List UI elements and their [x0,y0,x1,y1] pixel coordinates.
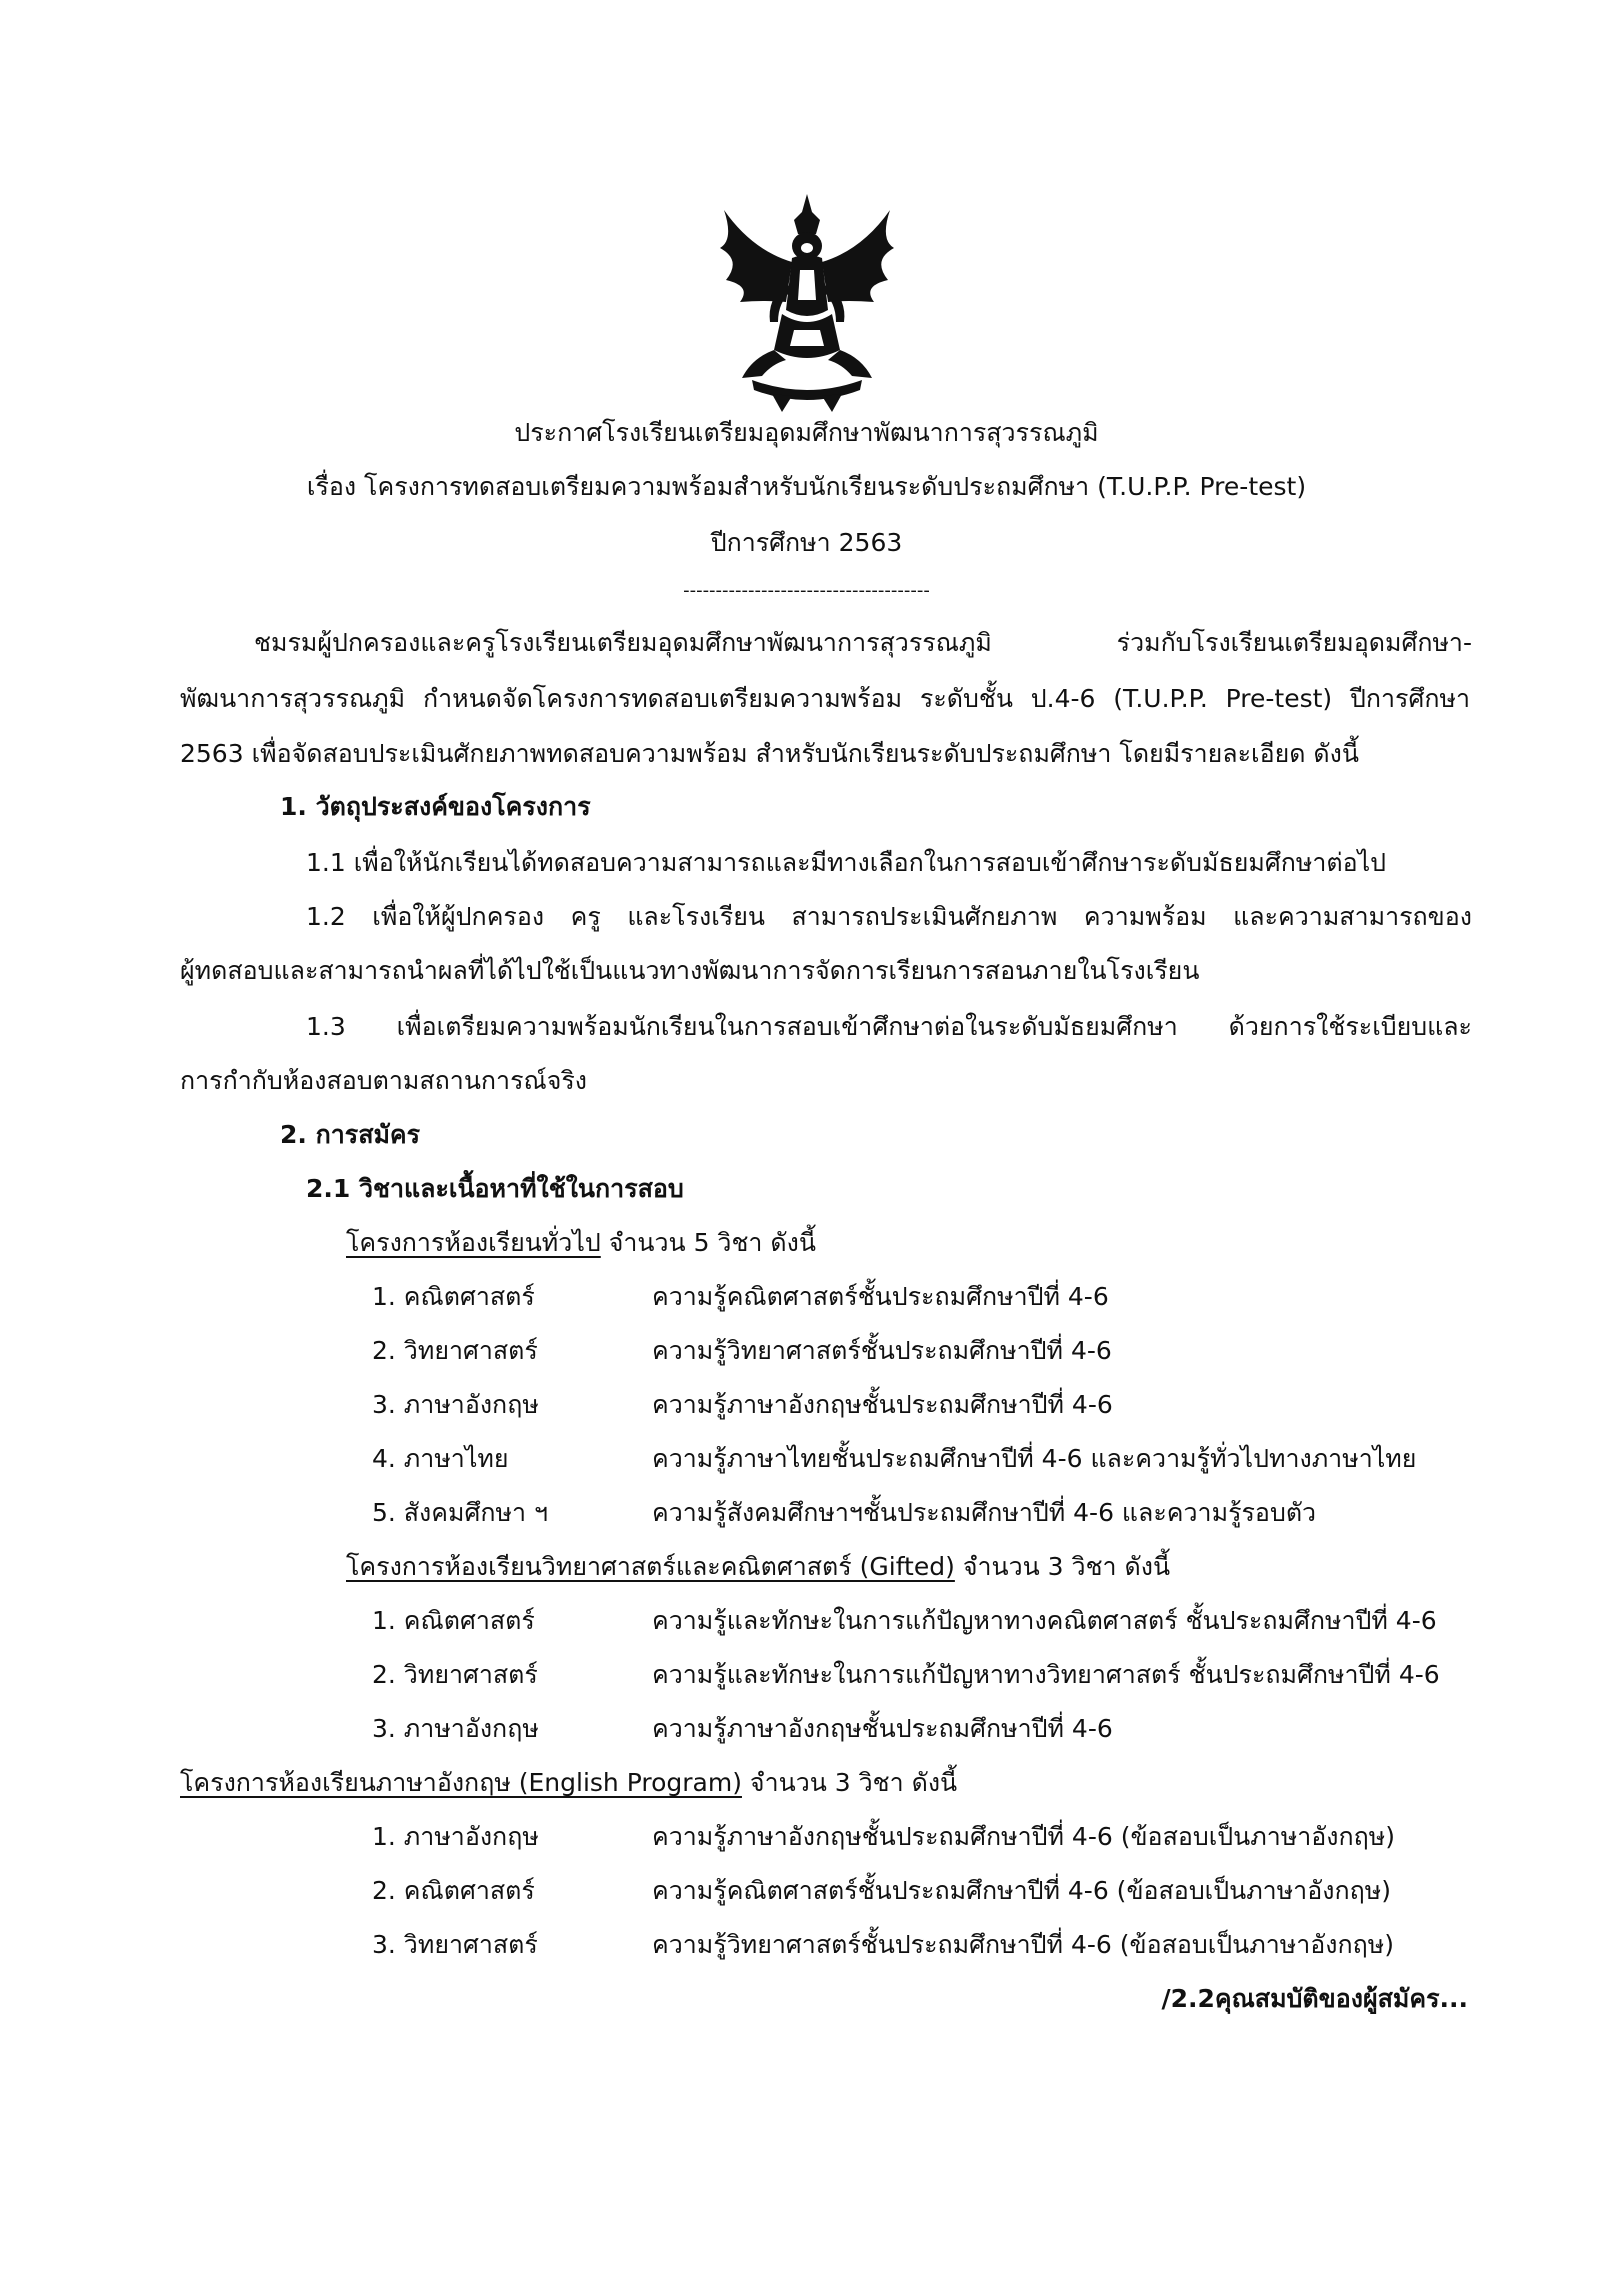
objective-1-2-line-2: ผู้ทดสอบและสามารถนำผลที่ได้ไปใช้เป็นแนวทางพัฒนาการจัดการเรียนการสอนภายในโรงเรียน [180,956,1200,985]
gifted-subject-2: 2. วิทยาศาสตร์ [372,1660,538,1689]
intro-line-1: ชมรมผู้ปกครองและครูโรงเรียนเตรียมอุดมศึกษาพัฒนาการสุวรรณภูมิ ร่วมกับโรงเรียนเตรียมอุดมศึกษา- [254,628,1472,657]
english-content-1: ความรู้ภาษาอังกฤษชั้นประถมศึกษาปีที่ 4-6 (ข้อสอบเป็นภาษาอังกฤษ) [652,1822,1395,1851]
english-subject-3: 3. วิทยาศาสตร์ [372,1930,538,1959]
program-english-heading [180,1766,957,1800]
divider: -------------------------------------- [683,580,930,601]
english-content-3: ความรู้วิทยาศาสตร์ชั้นประถมศึกษาปีที่ 4-6 (ข้อสอบเป็นภาษาอังกฤษ) [652,1930,1395,1959]
program-gifted-name: โครงการห้องเรียนวิทยาศาสตร์และคณิตศาสตร์ (Gifted) [346,1552,955,1581]
general-content-5: ความรู้สังคมศึกษาฯชั้นประถมศึกษาปีที่ 4-6 และความรู้รอบตัว [652,1498,1317,1527]
announcement-title: ประกาศโรงเรียนเตรียมอุดมศึกษาพัฒนาการสุวรรณภูมิ [514,418,1099,447]
program-gifted-heading [346,1550,1170,1584]
general-subject-4: 4. ภาษาไทย [372,1444,509,1473]
gifted-content-1: ความรู้และทักษะในการแก้ปัญหาทางคณิตศาสตร์ ชั้นประถมศึกษาปีที่ 4-6 [652,1606,1437,1635]
academic-year: ปีการศึกษา 2563 [710,528,903,557]
program-english-name: โครงการห้องเรียนภาษาอังกฤษ (English Program) [180,1768,742,1797]
section-2-1-heading: 2.1 วิชาและเนื้อหาที่ใช้ในการสอบ [306,1174,684,1203]
general-subject-3: 3. ภาษาอังกฤษ [372,1390,539,1419]
gifted-subject-1: 1. คณิตศาสตร์ [372,1606,535,1635]
intro-line-3: 2563 เพื่อจัดสอบประเมินศักยภาพทดสอบความพร้อม สำหรับนักเรียนระดับประถมศึกษา โดยมีรายละเอียด ดังนี้ [180,739,1359,768]
english-subject-1: 1. ภาษาอังกฤษ [372,1822,539,1851]
objective-1-3-line-1: 1.3 เพื่อเตรียมความพร้อมนักเรียนในการสอบเข้าศึกษาต่อในระดับมัธยมศึกษา ด้วยการใช้ระเบียบและ [306,1012,1472,1041]
objective-1-1: 1.1 เพื่อให้นักเรียนได้ทดสอบความสามารถและมีทางเลือกในการสอบเข้าศึกษาระดับมัธยมศึกษาต่อไป [306,848,1387,877]
objective-1-3-line-2: การกำกับห้องสอบตามสถานการณ์จริง [180,1066,587,1095]
section-2-heading: 2. การสมัคร [280,1120,421,1149]
objective-1-2-line-1: 1.2 เพื่อให้ผู้ปกครอง ครู และโรงเรียน สามารถประเมินศักยภาพ ความพร้อม และความสามารถของ [306,902,1472,931]
program-english-count: จำนวน 3 วิชา ดังนี้ [741,1768,958,1797]
gifted-content-3: ความรู้ภาษาอังกฤษชั้นประถมศึกษาปีที่ 4-6 [652,1714,1113,1743]
general-content-4: ความรู้ภาษาไทยชั้นประถมศึกษาปีที่ 4-6 และความรู้ทั่วไปทางภาษาไทย [652,1444,1417,1473]
continuation-note: /2.2คุณสมบัติของผู้สมัคร... [1161,1984,1468,2013]
general-content-2: ความรู้วิทยาศาสตร์ชั้นประถมศึกษาปีที่ 4-6 [652,1336,1112,1365]
english-subject-2: 2. คณิตศาสตร์ [372,1876,535,1905]
gifted-content-2: ความรู้และทักษะในการแก้ปัญหาทางวิทยาศาสตร์ ชั้นประถมศึกษาปีที่ 4-6 [652,1660,1440,1689]
general-content-1: ความรู้คณิตศาสตร์ชั้นประถมศึกษาปีที่ 4-6 [652,1282,1109,1311]
program-general-count: จำนวน 5 วิชา ดังนี้ [600,1228,816,1257]
english-content-2: ความรู้คณิตศาสตร์ชั้นประถมศึกษาปีที่ 4-6 (ข้อสอบเป็นภาษาอังกฤษ) [652,1876,1391,1905]
section-1-heading: 1. วัตถุประสงค์ของโครงการ [280,792,591,821]
program-general-name: โครงการห้องเรียนทั่วไป [346,1228,601,1257]
announcement-subject: เรื่อง โครงการทดสอบเตรียมความพร้อมสำหรับนักเรียนระดับประถมศึกษา (T.U.P.P. Pre-test) [306,472,1307,501]
general-subject-1: 1. คณิตศาสตร์ [372,1282,535,1311]
garuda-emblem-icon [712,190,902,415]
general-content-3: ความรู้ภาษาอังกฤษชั้นประถมศึกษาปีที่ 4-6 [652,1390,1113,1419]
program-general-heading [346,1226,816,1260]
intro-line-2: พัฒนาการสุวรรณภูมิ กำหนดจัดโครงการทดสอบเตรียมความพร้อม ระดับชั้น ป.4-6 (T.U.P.P. Pre-test) ปีการศึกษา [180,684,1470,713]
general-subject-5: 5. สังคมศึกษา ฯ [372,1498,548,1527]
program-gifted-count: จำนวน 3 วิชา ดังนี้ [954,1552,1171,1581]
gifted-subject-3: 3. ภาษาอังกฤษ [372,1714,539,1743]
general-subject-2: 2. วิทยาศาสตร์ [372,1336,538,1365]
